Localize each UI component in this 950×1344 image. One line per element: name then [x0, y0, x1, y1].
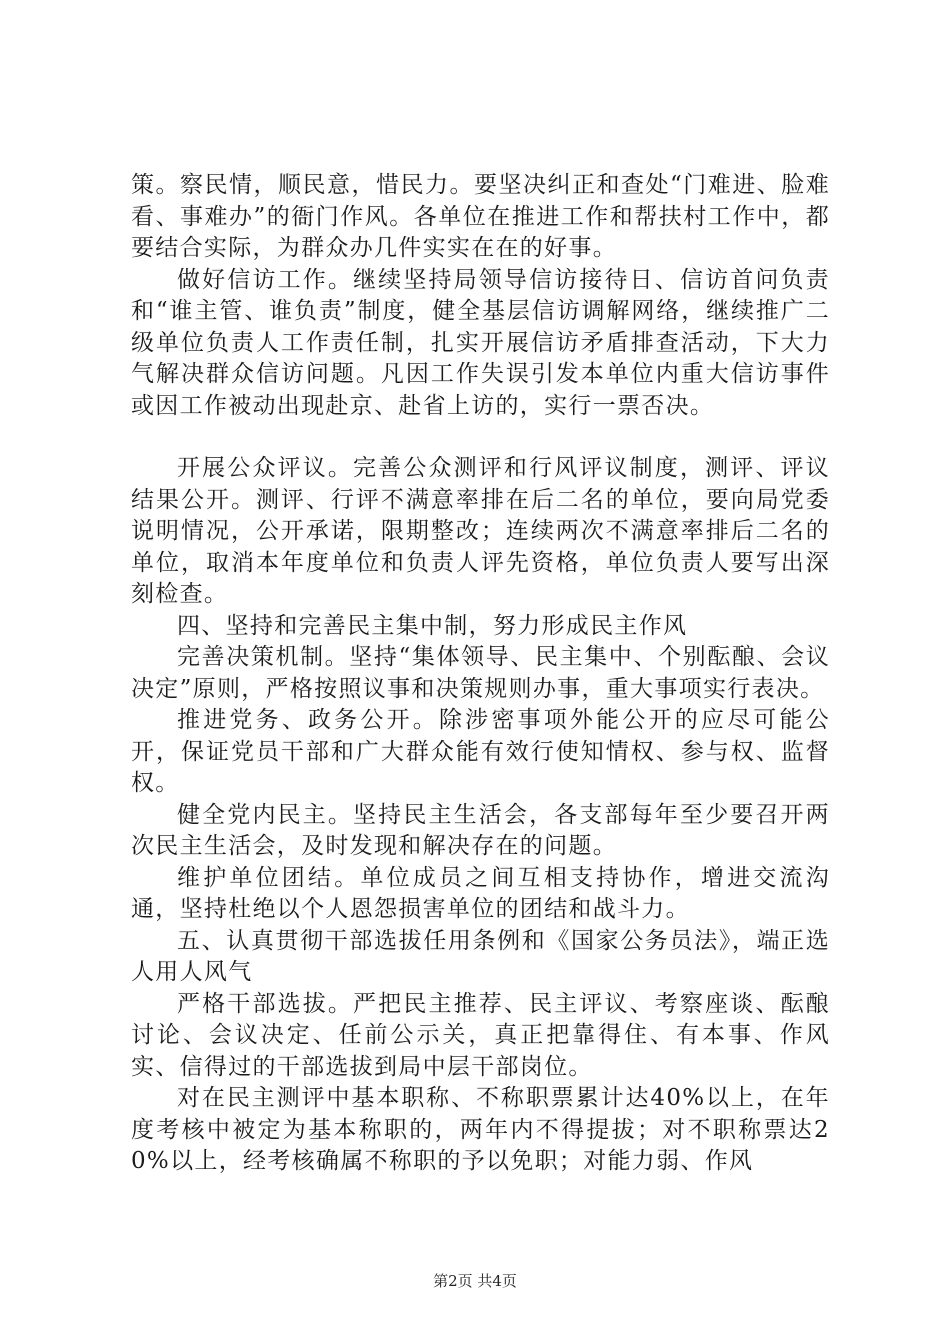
document-body	[131, 170, 830, 1178]
paragraph-5: 完善决策机制。坚持“集体领导、民主集中、个别酝酿、会议决定”原则，严格按照议事和决策规则办事，重大事项实行表决。	[131, 644, 830, 702]
paragraph-3: 开展公众评议。完善公众测评和行风评议制度，测评、评议结果公开。测评、行评不满意率排在后二名的单位，要向局党委说明情况，公开承诺，限期整改；连续两次不满意率排后二名的单位，取消本年度单位和负责人评先资格，单位负责人要写出深刻检查。	[131, 455, 830, 607]
page-number-footer: 第2页 共4页	[433, 1272, 517, 1290]
paragraph-11: 对在民主测评中基本职称、不称职票累计达40%以上，在年度考核中被定为基本称职的，两年内不得提拔；对不职称票达20%以上，经考核确属不称职的予以免职；对能力弱、作风	[131, 1085, 830, 1174]
paragraph-8: 维护单位团结。单位成员之间互相支持协作，增进交流沟通，坚持杜绝以个人恩怨损害单位的团结和战斗力。	[131, 864, 830, 922]
section-heading-4: 四、坚持和完善民主集中制，努力形成民主作风	[177, 612, 688, 639]
paragraph-10: 严格干部选拔。严把民主推荐、民主评议、考察座谈、酝酿讨论、会议决定、任前公示关，真正把靠得住、有本事、作风实、信得过的干部选拔到局中层干部岗位。	[131, 990, 830, 1080]
paragraph-7: 健全党内民主。坚持民主生活会，各支部每年至少要召开两次民主生活会，及时发现和解决存在的问题。	[131, 801, 830, 859]
paragraph-1: 策。察民情，顺民意，惜民力。要坚决纠正和查处“门难进、脸难看、事难办”的衙门作风。各单位在推进工作和帮扶村工作中，都要结合实际，为群众办几件实实在在的好事。	[131, 172, 830, 261]
section-heading-5: 五、认真贯彻干部选拔任用条例和《国家公务员法》，端正选人用人风气	[131, 927, 830, 985]
paragraph-6: 推进党务、政务公开。除涉密事项外能公开的应尽可能公开，保证党员干部和广大群众能有效行使知情权、参与权、监督权。	[131, 707, 830, 796]
paragraph-2: 做好信访工作。继续坚持局领导信访接待日、信访首问负责和“谁主管、谁负责”制度，健全基层信访调解网络，继续推广二级单位负责人工作责任制，扎实开展信访矛盾排查活动，下大力气解决群众信访问题。凡因工作失误引发本单位内重大信访事件或因工作被动出现赴京、赴省上访的，实行一票否决。	[131, 266, 830, 419]
